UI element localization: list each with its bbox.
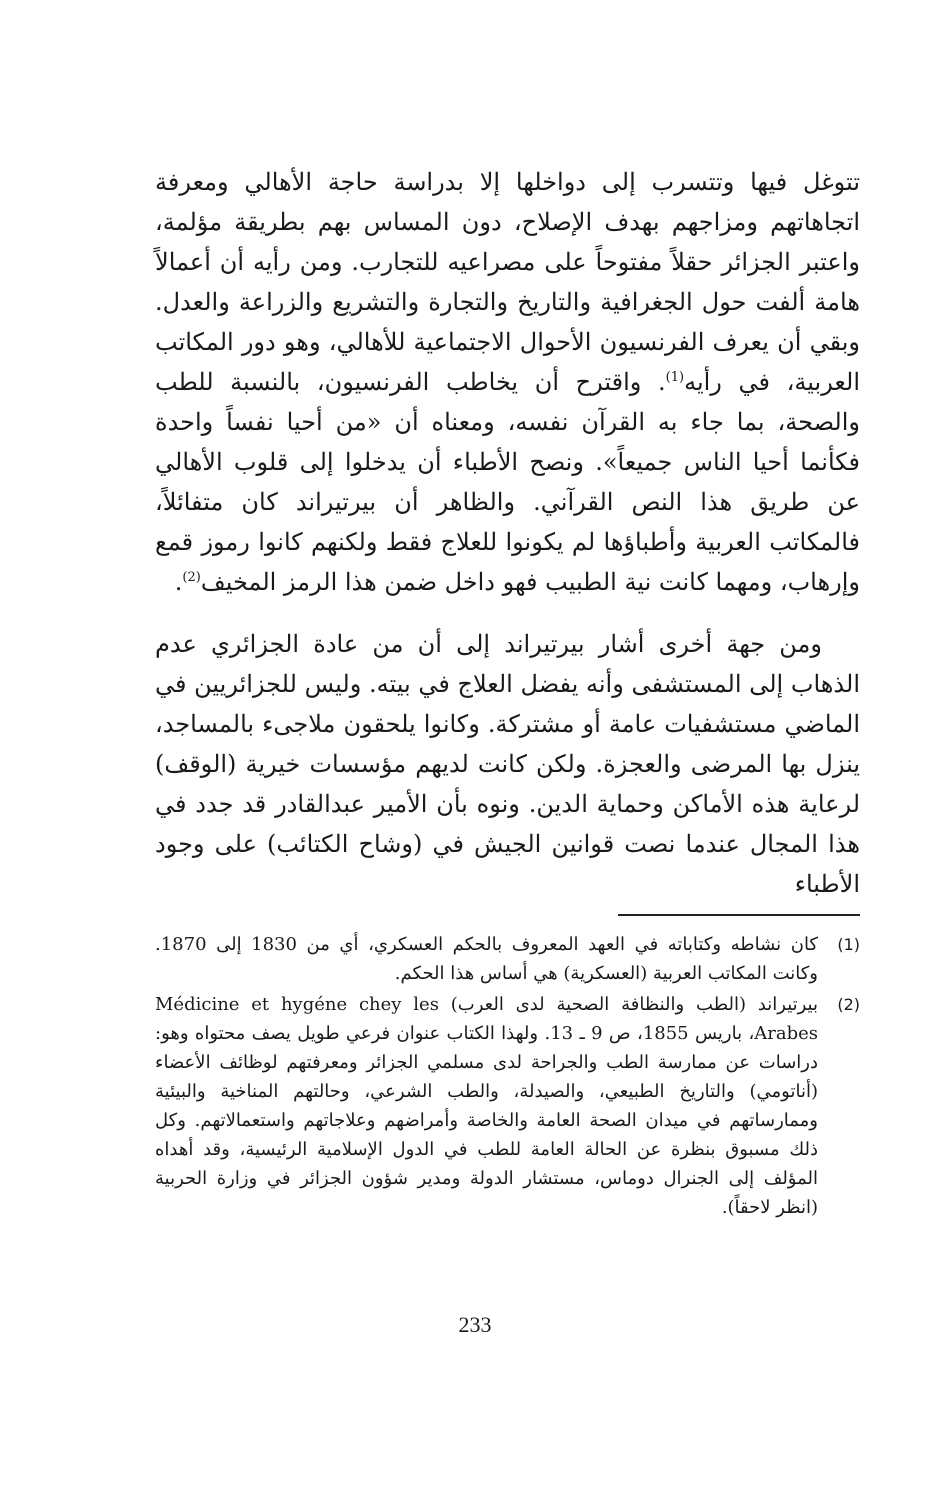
- footnote-ref-1: (1): [665, 370, 685, 385]
- body-paragraph-2: ومن جهة أخرى أشار بيرتيراند إلى أن من عادة الجزائري عدم الذهاب إلى المستشفى وأنه يفضل العلاج في بيته. وليس للجزائريين في الماضي مستشفيات عامة أو مشتركة. وكانوا يلحقون ملاجىء بالمساجد، ينزل بها المرضى والعجزة. ولكن كانت لديهم مؤسسات خيرية (الوقف) لرعاية هذه الأماكن وحماية الدين. ونوه بأن الأمير عبدالقادر قد جدد في هذا المجال عندما نصت قوانين الجيش في (وشاح الكتائب) على وجود الأطباء: [155, 630, 860, 898]
- footnote-1-number: (1): [837, 935, 860, 954]
- body-paragraph-1: [155, 162, 860, 602]
- footnote-2-number: (2): [837, 995, 860, 1014]
- paragraph-1-text-c: .: [174, 568, 183, 596]
- footnote-separator: [618, 914, 860, 916]
- footnote-2: [155, 990, 860, 1222]
- footnote-ref-2: (2): [182, 570, 201, 585]
- page-content: [155, 162, 860, 1218]
- page-number: 233: [458, 1312, 492, 1337]
- paragraph-1-text-a: تتوغل فيها وتتسرب إلى دواخلها إلا بدراسة حاجة الأهالي ومعرفة اتجاهاتهم ومزاجهم بهدف الإصلاح، دون المساس بهم بطريقة مؤلمة، واعتبر الجزائر حقلاً مفتوحاً على مصراعيه للتجارب. ومن رأيه أن أعمالاً هامة ألفت حول الجغرافية والتاريخ والتجارة والتشريع والزراعة والعدل. وبقي أن يعرف الفرنسيون الأحوال الاجتماعية للأهالي، وهو دور المكاتب العربية، في رأيه: [155, 168, 860, 396]
- footnote-2-text: بيرتيراند (الطب والنظافة الصحية لدى العرب) Médicine et hygéne chey les Arabes، باريس 1855، ص 9 ـ 13. ولهذا الكتاب عنوان فرعي طويل يصف محتواه وهو: دراسات عن ممارسة الطب والجراحة لدى مسلمي الجزائر ومعرفتهم لوظائف الأعضاء (أناتومي) والتاريخ الطبيعي، والصيدلة، والطب الشرعي، وحالتهم المناخية والبيئية وممارساتهم في ميدان الصحة العامة والخاصة وأمراضهم وعلاجاتهم واستعمالاتهم. وكل ذلك مسبوق بنظرة عن الحالة العامة للطب في الدول الإسلامية الرئيسية، وقد أهداه المؤلف إلى الجنرال دوماس، مستشار الدولة ومدير شؤون الجزائر في وزارة الحربية (انظر لاحقاً).: [155, 994, 819, 1218]
- footnote-1-text: كان نشاطه وكتاباته في العهد المعروف بالحكم العسكري، أي من 1830 إلى 1870. وكانت المكاتب العربية (العسكرية) هي أساس هذا الحكم.: [155, 934, 818, 984]
- footnotes: [155, 930, 860, 1224]
- paragraph-1-text-b: . واقترح أن يخاطب الفرنسيون، بالنسبة للطب والصحة، بما جاء به القرآن نفسه، ومعناه أن «من أحيا نفساً واحدة فكأنما أحيا الناس جميعاً». ونصح الأطباء أن يدخلوا إلى قلوب الأهالي عن طريق هذا النص القرآني. والظاهر أن بيرتيراند كان متفائلاً، فالمكاتب العربية وأطباؤها لم يكونوا للعلاج فقط ولكنهم كانوا رموز قمع وإرهاب، ومهما كانت نية الطبيب فهو داخل ضمن هذا الرمز المخيف: [155, 368, 860, 596]
- footnote-1: [155, 930, 860, 988]
